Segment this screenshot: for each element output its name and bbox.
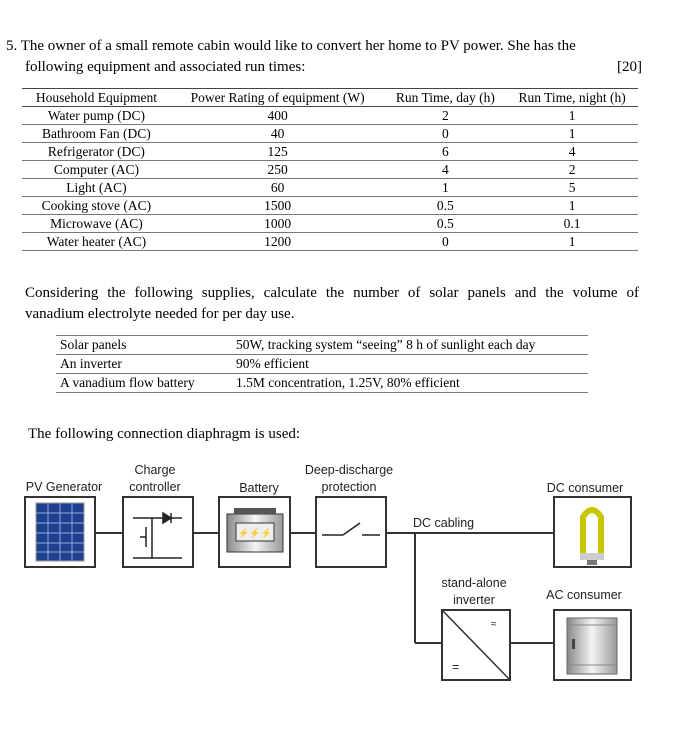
table-cell: 0 — [385, 125, 507, 143]
paragraph-supplies — [25, 283, 639, 325]
table-cell: 1000 — [171, 215, 385, 233]
table-cell: Microwave (AC) — [22, 215, 171, 233]
supply-row — [56, 374, 588, 393]
table-row — [22, 161, 638, 179]
supply-cell: 50W, tracking system “seeing” 8 h of sunlight each day — [232, 336, 588, 355]
question-number: 5. — [6, 38, 18, 54]
label-pv-generator: PV Generator — [25, 480, 103, 494]
table-cell: 0.5 — [385, 215, 507, 233]
label-dc-cabling: DC cabling — [413, 516, 475, 530]
table-row — [22, 233, 638, 251]
table-row — [22, 215, 638, 233]
supply-cell: 1.5M concentration, 1.25V, 80% efficient — [232, 374, 588, 393]
table-cell: 60 — [171, 179, 385, 197]
table-cell: 1500 — [171, 197, 385, 215]
table-cell: Cooking stove (AC) — [22, 197, 171, 215]
table-cell: Water pump (DC) — [22, 107, 171, 125]
table-cell: 400 — [171, 107, 385, 125]
table-cell: 5 — [506, 179, 638, 197]
table-cell: Computer (AC) — [22, 161, 171, 179]
supply-row — [56, 355, 588, 374]
table-cell: 1 — [385, 179, 507, 197]
table-row — [22, 125, 638, 143]
table-row — [22, 179, 638, 197]
question-text — [6, 36, 642, 78]
supplies-table — [56, 335, 588, 393]
supply-cell: An inverter — [56, 355, 232, 374]
table-cell: 6 — [385, 143, 507, 161]
table-cell: 1 — [506, 197, 638, 215]
table-cell: 0 — [385, 233, 507, 251]
equipment-table — [22, 88, 638, 251]
question-line1: The owner of a small remote cabin would like to convert her home to PV power. She has the — [20, 38, 576, 54]
question-line2: following equipment and associated run times: — [25, 59, 306, 75]
table-cell: Light (AC) — [22, 179, 171, 197]
svg-text:=: = — [452, 660, 460, 674]
ac-appliance-icon — [567, 618, 617, 674]
label-dc-consumer: DC consumer — [546, 481, 624, 495]
svg-text:⚡⚡⚡: ⚡⚡⚡ — [238, 528, 272, 538]
paragraph1-line1: Considering the following supplies, calculate the number of solar panels and the volume of — [25, 285, 639, 301]
deep-discharge-box — [316, 497, 386, 567]
paragraph-diagram: The following connection diaphragm is used: — [28, 426, 301, 442]
table-cell: Bathroom Fan (DC) — [22, 125, 171, 143]
table-cell: 1 — [506, 125, 638, 143]
table-cell: 250 — [171, 161, 385, 179]
column-header: Household Equipment — [22, 89, 171, 107]
table-cell: 40 — [171, 125, 385, 143]
paragraph1-line2: vanadium electrolyte needed for per day use. — [25, 306, 295, 322]
column-header: Run Time, night (h) — [506, 89, 638, 107]
table-cell: 4 — [385, 161, 507, 179]
table-cell: Water heater (AC) — [22, 233, 171, 251]
label-charge: Charge — [134, 463, 176, 477]
battery-icon — [227, 508, 283, 552]
label-deep-discharge: Deep-discharge — [304, 463, 394, 477]
label-inverter: inverter — [453, 593, 495, 607]
solar-panel-icon — [36, 503, 84, 561]
label-ac-consumer: AC consumer — [546, 588, 622, 602]
label-controller: controller — [129, 480, 181, 494]
table-cell: Refrigerator (DC) — [22, 143, 171, 161]
column-header: Power Rating of equipment (W) — [171, 89, 385, 107]
table-cell: 1200 — [171, 233, 385, 251]
marks: [20] — [617, 59, 642, 75]
table-cell: 1 — [506, 233, 638, 251]
column-header: Run Time, day (h) — [385, 89, 507, 107]
label-stand-alone: stand-alone — [441, 576, 507, 590]
table-cell: 2 — [385, 107, 507, 125]
supply-cell: 90% efficient — [232, 355, 588, 374]
label-battery: Battery — [239, 481, 279, 495]
table-cell: 0.1 — [506, 215, 638, 233]
table-cell: 0.5 — [385, 197, 507, 215]
table-cell: 2 — [506, 161, 638, 179]
svg-text:≈: ≈ — [491, 619, 497, 630]
supply-cell: A vanadium flow battery — [56, 374, 232, 393]
connection-diagram — [0, 455, 692, 737]
label-protection: protection — [321, 480, 377, 494]
table-cell: 4 — [506, 143, 638, 161]
supply-row — [56, 336, 588, 355]
table-cell: 125 — [171, 143, 385, 161]
table-row — [22, 197, 638, 215]
charge-controller-box — [123, 497, 193, 567]
table-row — [22, 143, 638, 161]
table-cell: 1 — [506, 107, 638, 125]
table-row — [22, 107, 638, 125]
supply-cell: Solar panels — [56, 336, 232, 355]
